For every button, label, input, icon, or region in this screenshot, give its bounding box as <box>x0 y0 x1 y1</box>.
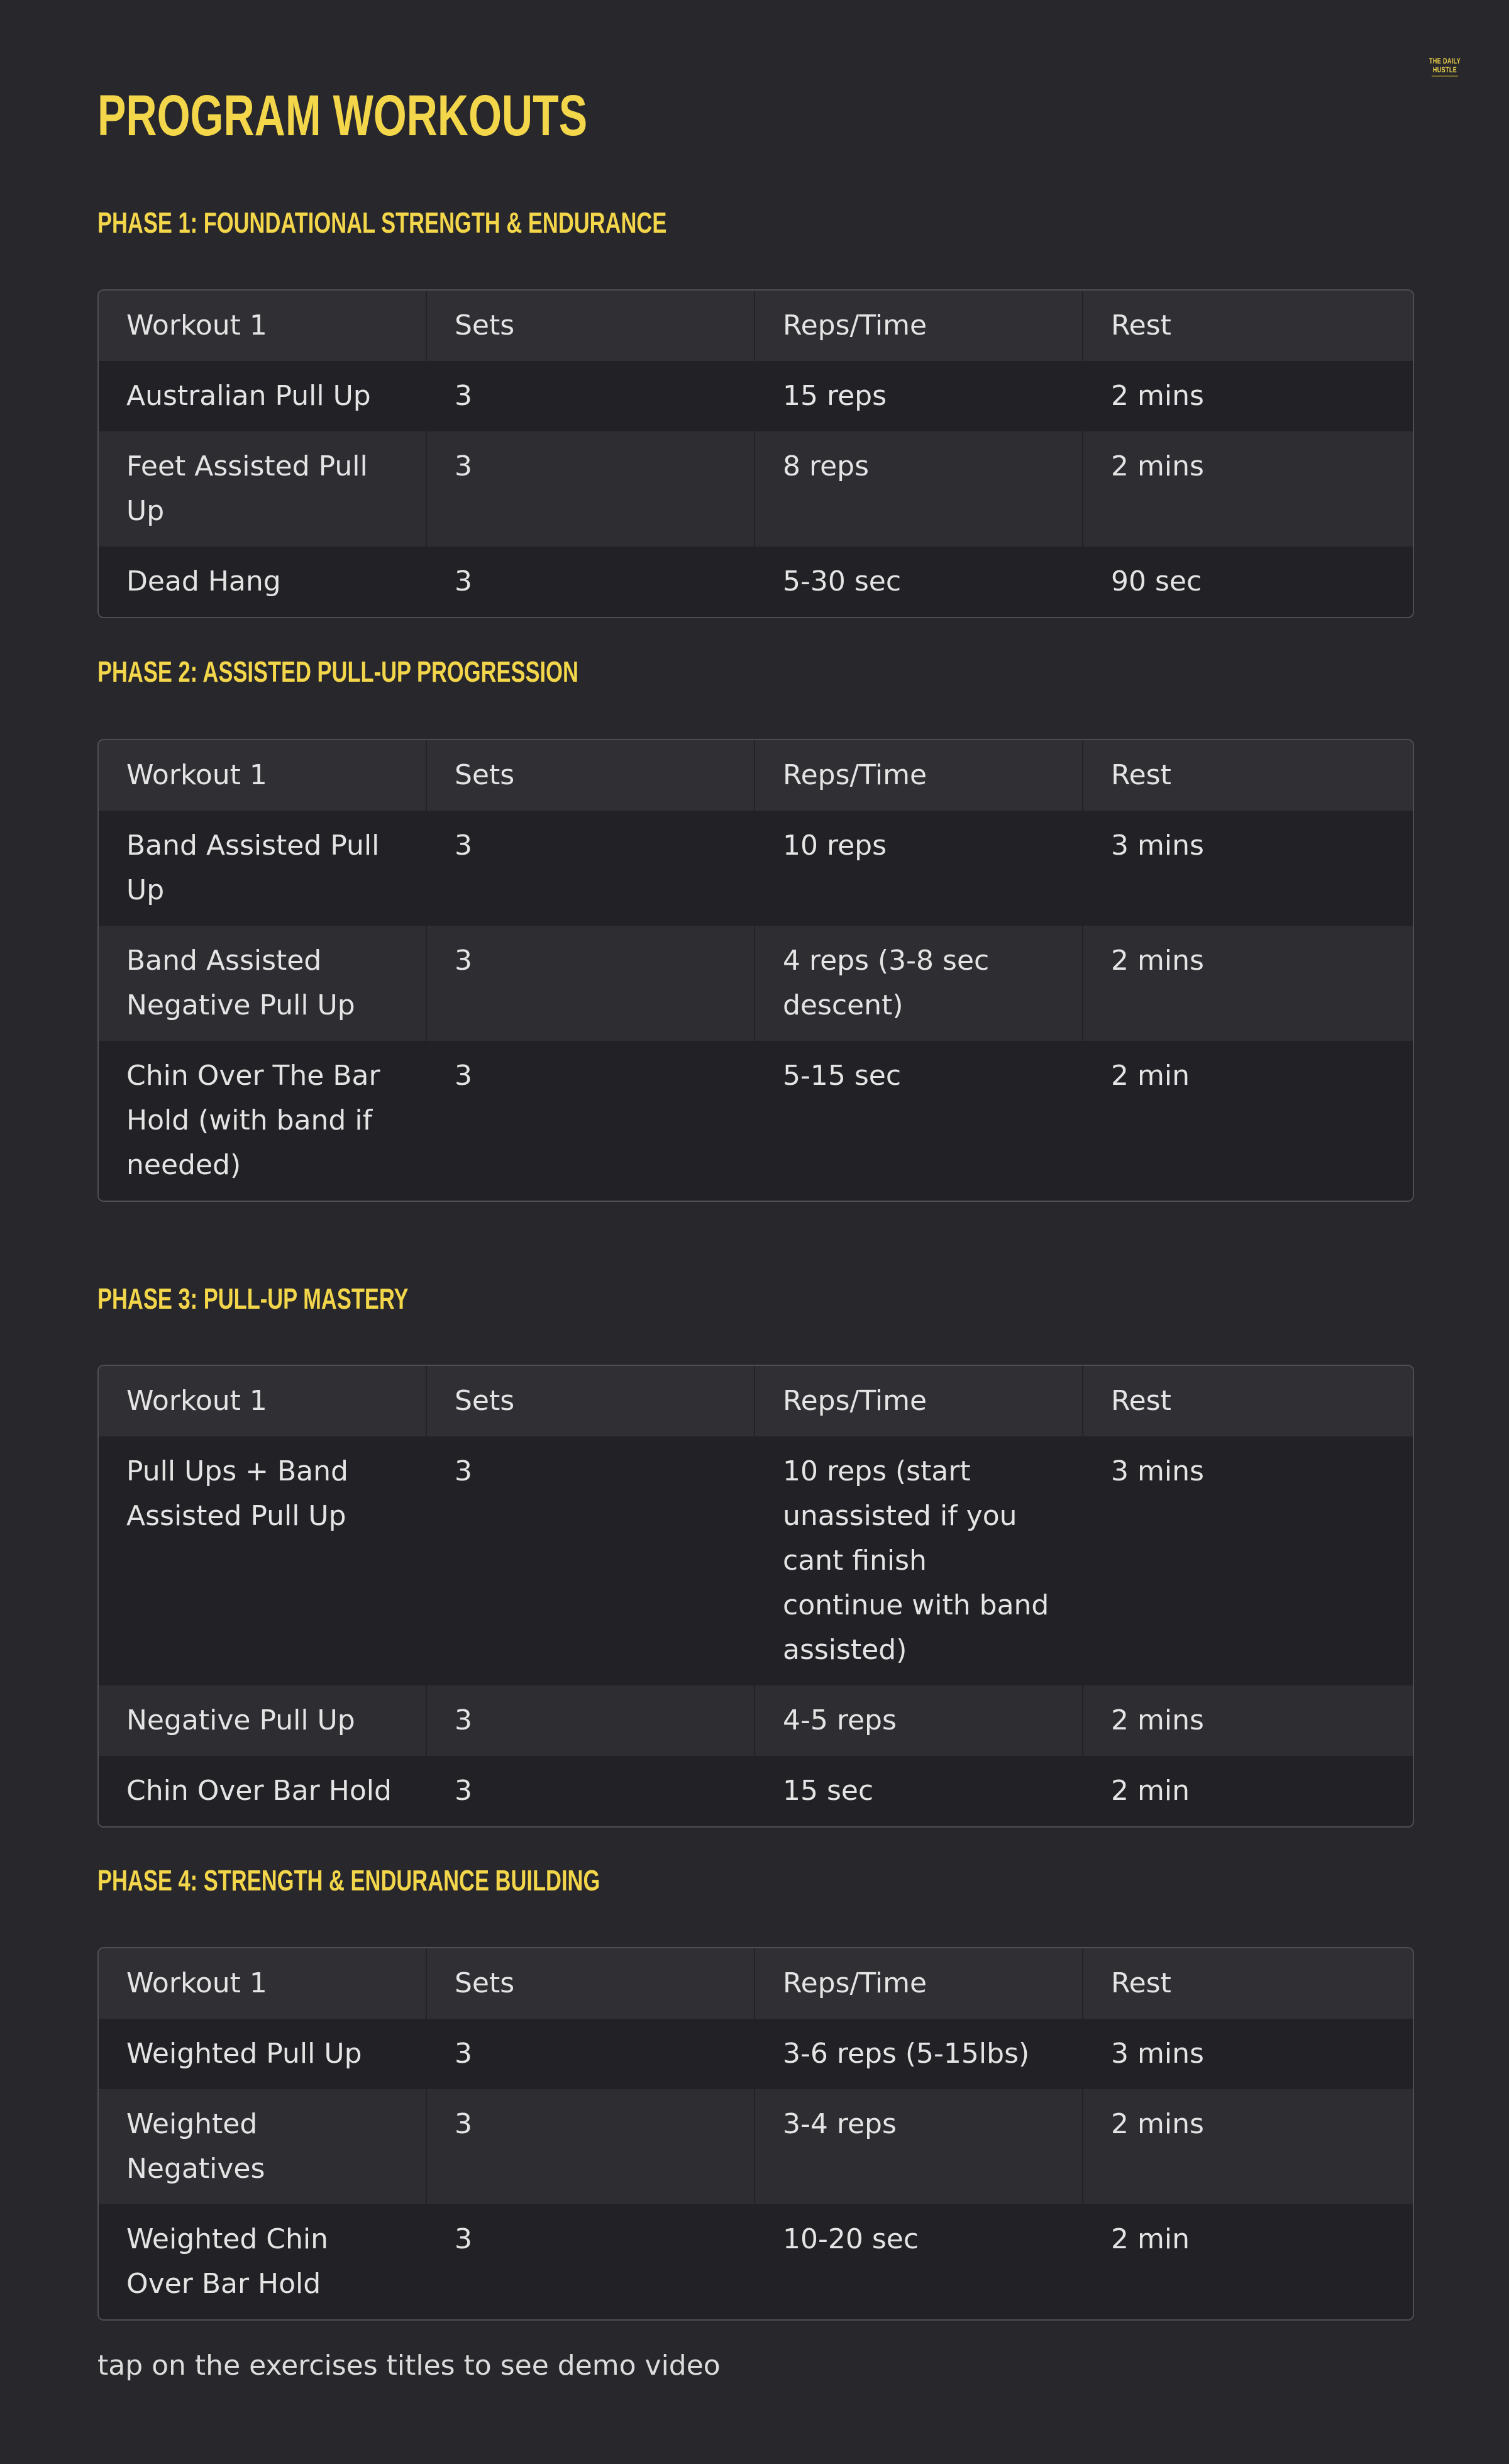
rest-value: 2 mins <box>1111 1704 1204 1736</box>
page-title: PROGRAM WORKOUTS <box>97 84 588 148</box>
sets-value: 3 <box>455 830 472 862</box>
phase-4-table <box>97 1947 1414 2321</box>
table-row <box>99 1436 1413 1685</box>
phase-4-title: PHASE 4: STRENGTH & ENDURANCE BUILDING <box>97 1864 600 1897</box>
column-header-workout: Workout 1 <box>99 291 427 361</box>
column-header-reps-time: Reps/Time <box>755 1948 1083 2019</box>
sets-value: 3 <box>455 2038 472 2070</box>
brand-logo <box>1425 57 1465 77</box>
table-header-row <box>99 1948 1413 2019</box>
table-row <box>99 1041 1413 1201</box>
exercise-link[interactable]: Feet Assisted Pull Up <box>99 431 427 547</box>
table-row <box>99 1685 1413 1756</box>
column-header-sets: Sets <box>427 1366 755 1436</box>
table-row <box>99 811 1413 926</box>
rest-value: 90 sec <box>1111 565 1202 597</box>
brand-logo-text: THE DAILY HUSTLE <box>1429 57 1461 74</box>
brand-logo-underline <box>1432 75 1458 77</box>
reps-value: 3-4 reps <box>755 2089 1083 2204</box>
sets-value: 3 <box>427 2089 755 2204</box>
rest-value: 3 mins <box>1111 2038 1204 2070</box>
reps-value: 8 reps <box>755 431 1083 547</box>
sets-value: 3 <box>427 926 755 1041</box>
sets-value: 3 <box>455 2223 472 2255</box>
table-header-row <box>99 1366 1413 1436</box>
column-header-sets: Sets <box>427 740 755 811</box>
table-header-row <box>99 291 1413 361</box>
table-row <box>99 431 1413 547</box>
rest-value: 2 mins <box>1111 380 1204 412</box>
exercise-link[interactable]: Band Assisted Negative Pull Up <box>99 926 427 1041</box>
sets-value: 3 <box>427 1685 755 1756</box>
column-header-workout: Workout 1 <box>99 1948 427 2019</box>
column-header-workout: Workout 1 <box>99 740 427 811</box>
phase-2-title: PHASE 2: ASSISTED PULL-UP PROGRESSION <box>97 655 578 688</box>
table-row <box>99 547 1413 617</box>
exercise-link[interactable]: Chin Over Bar Hold <box>126 1775 392 1807</box>
table-row <box>99 2204 1413 2319</box>
exercise-link[interactable]: Pull Ups + Band Assisted Pull Up <box>126 1455 348 1532</box>
reps-value: 4-5 reps <box>755 1685 1083 1756</box>
column-header-reps-time: Reps/Time <box>755 291 1083 361</box>
reps-value: 10-20 sec <box>783 2223 919 2255</box>
reps-value: 10 reps (start unassisted if you cant finish continue with band assisted) <box>783 1455 1049 1666</box>
rest-value: 2 min <box>1111 1775 1190 1807</box>
exercise-link[interactable]: Weighted Negatives <box>99 2089 427 2204</box>
reps-value: 5-30 sec <box>783 565 902 597</box>
column-header-rest: Rest <box>1111 1385 1171 1417</box>
sets-value: 3 <box>455 1775 472 1807</box>
sets-value: 3 <box>455 565 472 597</box>
table-row <box>99 2019 1413 2089</box>
table-row <box>99 361 1413 431</box>
reps-value: 5-15 sec <box>783 1060 902 1092</box>
exercise-link[interactable]: Weighted Chin Over Bar Hold <box>126 2223 328 2300</box>
column-header-reps-time: Reps/Time <box>755 740 1083 811</box>
rest-value: 2 mins <box>1111 2108 1204 2140</box>
reps-value: 3-6 reps (5-15lbs) <box>783 2038 1030 2070</box>
reps-value: 15 sec <box>783 1775 874 1807</box>
sets-value: 3 <box>455 380 472 412</box>
exercise-link[interactable]: Chin Over The Bar Hold (with band if needed) <box>126 1060 380 1181</box>
column-header-reps-time: Reps/Time <box>755 1366 1083 1436</box>
column-header-workout: Workout 1 <box>99 1366 427 1436</box>
exercise-link[interactable]: Dead Hang <box>126 565 281 597</box>
sets-value: 3 <box>455 1060 472 1092</box>
column-header-rest: Rest <box>1111 759 1171 791</box>
exercise-link[interactable]: Negative Pull Up <box>99 1685 427 1756</box>
table-row <box>99 926 1413 1041</box>
exercise-link[interactable]: Weighted Pull Up <box>126 2038 362 2070</box>
table-row <box>99 2089 1413 2204</box>
column-header-sets: Sets <box>427 1948 755 2019</box>
rest-value: 2 min <box>1111 2223 1190 2255</box>
column-header-rest: Rest <box>1111 309 1171 341</box>
table-row <box>99 1756 1413 1826</box>
rest-value: 2 mins <box>1111 450 1204 482</box>
column-header-sets: Sets <box>427 291 755 361</box>
exercise-link[interactable]: Band Assisted Pull Up <box>126 830 380 906</box>
exercise-link[interactable]: Australian Pull Up <box>126 380 371 412</box>
rest-value: 2 min <box>1111 1060 1190 1092</box>
rest-value: 2 mins <box>1111 945 1204 977</box>
sets-value: 3 <box>455 1455 472 1487</box>
phase-1-table <box>97 289 1414 618</box>
phase-3-table <box>97 1365 1414 1828</box>
phase-1-title: PHASE 1: FOUNDATIONAL STRENGTH & ENDURANCE <box>97 206 667 239</box>
footer-note: tap on the exercises titles to see demo video <box>97 2350 721 2382</box>
rest-value: 3 mins <box>1111 1455 1204 1487</box>
sets-value: 3 <box>427 431 755 547</box>
column-header-rest: Rest <box>1111 1967 1171 1999</box>
phase-2-table <box>97 739 1414 1202</box>
reps-value: 4 reps (3-8 sec descent) <box>755 926 1083 1041</box>
phase-3-title: PHASE 3: PULL-UP MASTERY <box>97 1282 409 1315</box>
reps-value: 10 reps <box>783 830 887 862</box>
rest-value: 3 mins <box>1111 830 1204 862</box>
reps-value: 15 reps <box>783 380 887 412</box>
table-header-row <box>99 740 1413 811</box>
